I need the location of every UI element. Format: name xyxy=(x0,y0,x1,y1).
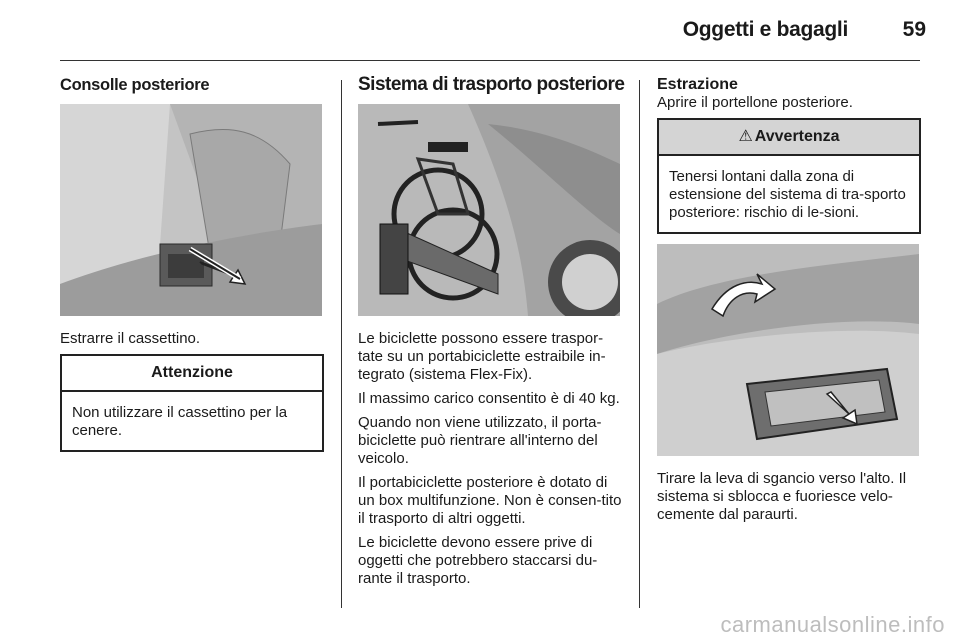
attention-body: Non utilizzare il cassettino per la cenere. xyxy=(72,404,288,439)
paragraph: Il massimo carico consentito è di 40 kg. xyxy=(358,390,620,407)
bike-carrier-illustration xyxy=(358,104,620,316)
release-lever-caption: Tirare la leva di sgancio verso l'alto. Il sistema si sblocca e fuoriesce velo-cemente dal paraurti. xyxy=(657,470,907,523)
rear-carrier-heading: Sistema di trasporto posteriore xyxy=(358,74,625,95)
page-number: 59 xyxy=(902,18,926,41)
paragraph: Le biciclette devono essere prive di oggetti che potrebbero staccarsi du-rante il trasporto. xyxy=(358,534,598,587)
middle-column xyxy=(358,76,624,594)
rear-console-illustration xyxy=(60,104,322,316)
paragraph: Il portabiciclette posteriore è dotato di un box multifunzione. Non è consen-tito il trasporto di altri oggetti. xyxy=(358,474,622,527)
attention-title: Attenzione xyxy=(62,356,322,392)
extraction-intro: Aprire il portellone posteriore. xyxy=(657,94,853,111)
warning-triangle-icon: ⚠ xyxy=(738,128,753,145)
watermark: carmanualsonline.info xyxy=(720,612,945,637)
warning-header xyxy=(659,120,919,156)
header-divider xyxy=(60,60,920,61)
column-divider-2 xyxy=(639,80,640,608)
section-title: Oggetti e bagagli xyxy=(682,18,848,41)
paragraph: Quando non viene utilizzato, il porta-biciclette può rientrare all'interno del veicolo. xyxy=(358,414,602,467)
paragraph: Le biciclette possono essere traspor-tate su un portabiciclette estraibile in-tegrato (sistema Flex-Fix). xyxy=(358,330,606,383)
rear-carrier-text xyxy=(358,330,624,588)
release-lever-illustration xyxy=(657,244,919,456)
rear-console-heading: Consolle posteriore xyxy=(60,76,210,94)
left-column xyxy=(60,76,324,452)
warning-box xyxy=(657,118,921,234)
attention-box xyxy=(60,354,324,452)
column-divider-1 xyxy=(341,80,342,608)
warning-title: Avvertenza xyxy=(754,128,840,145)
warning-body: Tenersi lontani dalla zona di estensione del sistema di tra-sporto posteriore: rischio di le-sioni. xyxy=(669,168,906,221)
right-column xyxy=(657,76,921,530)
extraction-heading: Estrazione xyxy=(657,76,738,93)
rear-console-caption: Estrarre il cassettino. xyxy=(60,330,201,347)
